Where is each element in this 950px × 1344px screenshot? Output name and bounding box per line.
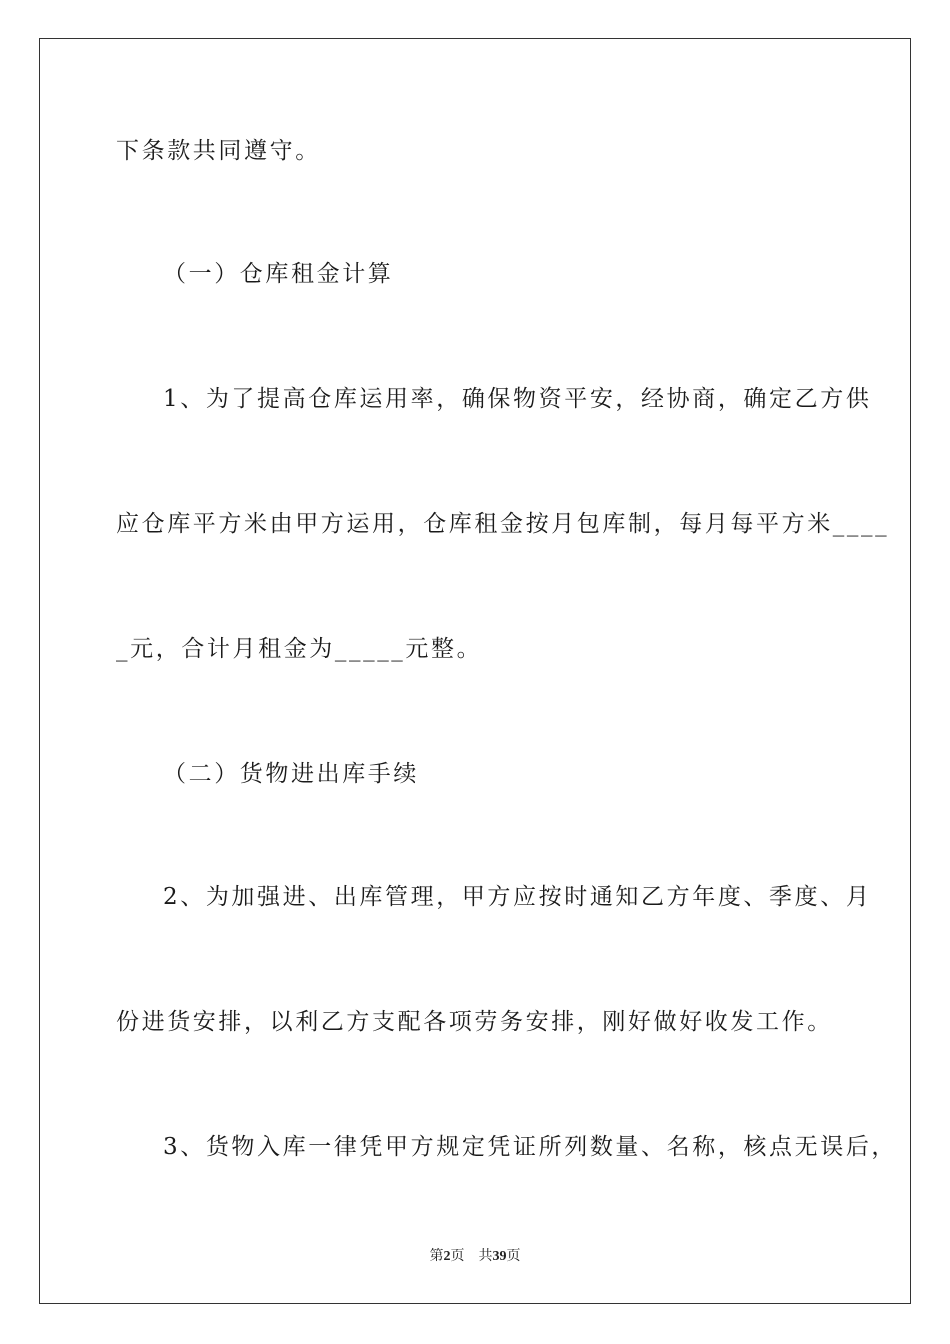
text-line-clause-1-cont: 应仓库平方米由甲方运用，仓库租金按月包库制，每月每平方米____ — [116, 511, 890, 537]
section-heading-procedures: （二）货物进出库手续 — [163, 761, 419, 787]
section-heading-rent: （一）仓库租金计算 — [163, 261, 394, 287]
page-footer — [0, 1245, 950, 1265]
footer-page-prefix: 第 — [429, 1249, 444, 1264]
page-border — [39, 38, 911, 1304]
footer-page-number: 2 — [443, 1249, 451, 1264]
text-line-clause-3: 3、货物入库一律凭甲方规定凭证所列数量、名称，核点无误后， — [163, 1134, 898, 1160]
footer-total-prefix: 共 — [478, 1249, 493, 1264]
footer-total-pages: 39 — [492, 1249, 507, 1264]
footer-page-suffix: 页 — [450, 1249, 465, 1264]
text-line-clause-2: 2、为加强进、出库管理，甲方应按时通知乙方年度、季度、月 — [163, 884, 872, 910]
text-line-clause-1-end: _元，合计月租金为_____元整。 — [116, 636, 483, 662]
footer-total-suffix: 页 — [506, 1249, 521, 1264]
text-line-clause-2-cont: 份进货安排，以利乙方支配各项劳务安排，刚好做好收发工作。 — [116, 1009, 833, 1035]
text-line-1: 下条款共同遵守。 — [116, 138, 321, 164]
text-line-clause-1: 1、为了提高仓库运用率，确保物资平安，经协商，确定乙方供 — [163, 386, 872, 412]
